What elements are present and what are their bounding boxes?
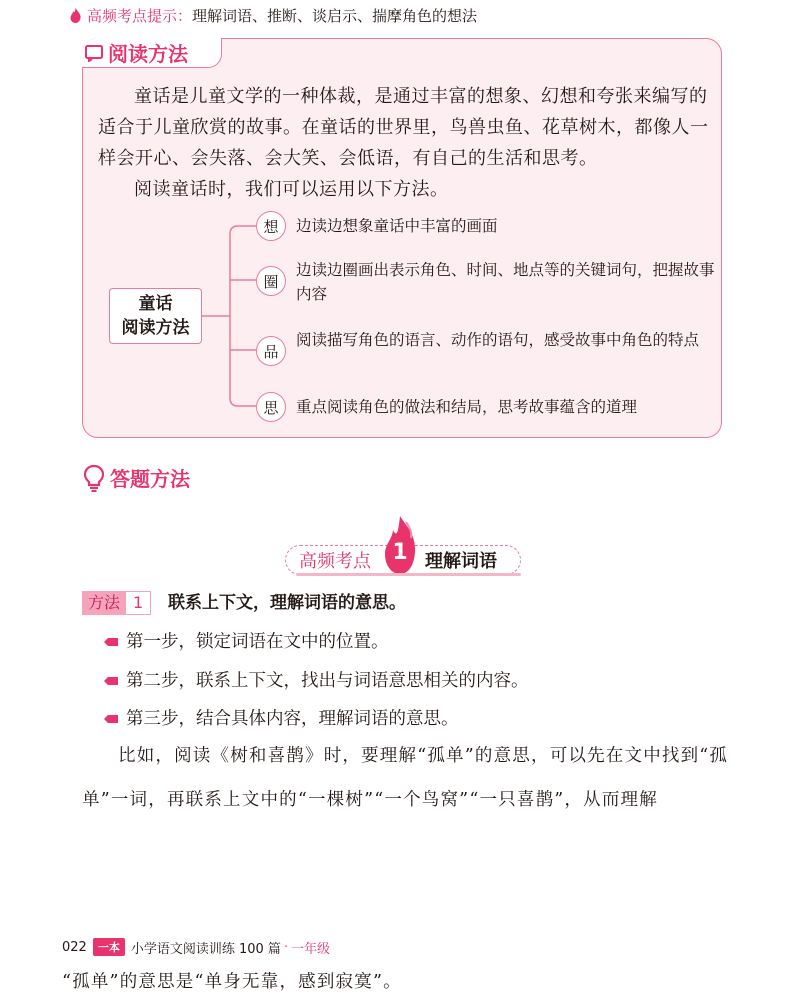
- method-tag: [82, 591, 151, 615]
- answer-method-heading: [82, 463, 190, 492]
- mindmap-center-node: [109, 288, 202, 344]
- method-tag-number: 1: [126, 591, 151, 615]
- example-paragraph: [82, 734, 732, 822]
- branch-text-reflect: 重点阅读角色的做法和结局，思考故事蕴含的道理: [296, 398, 638, 416]
- key-point-label: 高频考点: [299, 551, 371, 572]
- hint-bar: [70, 4, 477, 26]
- step-item: [104, 668, 529, 694]
- step-text-1: 第一步，锁定词语在文中的位置。: [126, 632, 389, 652]
- page-footer: [62, 938, 330, 956]
- answer-method-title: 答题方法: [110, 467, 190, 491]
- key-point-title: 理解词语: [425, 551, 497, 572]
- branch-text-savor: 阅读描写角色的语言、动作的语句，感受故事中角色的特点: [296, 331, 700, 349]
- step-item: [104, 629, 389, 655]
- book-icon: [84, 44, 104, 62]
- branch-node-circle: 圈: [256, 266, 286, 296]
- footer-dot: ·: [283, 939, 289, 955]
- branch-node-reflect: 思: [256, 392, 286, 422]
- center-line1: 童话: [138, 294, 173, 314]
- branch-text-think: 边读边想象童话中丰富的画面: [296, 217, 498, 235]
- key-point-number: 1: [392, 540, 408, 565]
- brand-badge: 一本: [93, 938, 125, 956]
- pencil-bullet-icon: [104, 714, 118, 724]
- hint-label: 高频考点提示：: [87, 6, 193, 25]
- intro-text: 童话是儿童文学的一种体裁，是通过丰富的想象、幻想和夸张来编写的适合于儿童欣赏的故事。在童话的世界里，鸟兽虫鱼、花草树木，都像人一样会开心、会失落、会大笑、会低语，有自己的生活和思考。: [98, 86, 709, 169]
- flame-icon: [70, 8, 81, 23]
- center-line2: 阅读方法: [121, 318, 190, 338]
- branch-text-circle: 边读边圈画出表示角色、时间、地点等的关键词句，把握故事内容: [296, 261, 715, 303]
- branch-node-think: 想: [256, 211, 286, 241]
- continued-text: “孤单”的意思是“单身无靠，感到寂寞”。: [62, 972, 402, 992]
- method-intro-paragraph: [98, 174, 718, 205]
- grade-label: 一年级: [291, 941, 331, 957]
- branch-node-savor: 品: [256, 336, 286, 366]
- pencil-bullet-icon: [104, 637, 118, 647]
- method-intro-text: 阅读童话时，我们可以运用以下方法。: [134, 179, 449, 200]
- lightbulb-icon: [82, 464, 106, 492]
- hint-text: 理解词语、推断、谈启示、揣摩角色的想法: [192, 6, 478, 25]
- method-heading: 联系上下文，理解词语的意思。: [168, 593, 406, 613]
- intro-paragraph: [98, 81, 718, 174]
- step-item: [104, 706, 459, 732]
- key-point-underline: [296, 573, 521, 576]
- step-text-2: 第二步，联系上下文，找出与词语意思相关的内容。: [126, 671, 529, 691]
- method-tag-word: 方法: [82, 591, 126, 615]
- pencil-bullet-icon: [104, 676, 118, 686]
- book-title: 小学语文阅读训练 100 篇: [130, 941, 281, 957]
- step-text-3: 第三步，结合具体内容，理解词语的意思。: [126, 709, 459, 729]
- reading-method-tab: [82, 38, 222, 68]
- page-number: 022: [62, 939, 87, 955]
- reading-method-title: 阅读方法: [108, 42, 188, 66]
- example-text: 比如，阅读《树和喜鹊》时，要理解“孤单”的意思，可以先在文中找到“孤单”一词，再联系上文中的“一棵树”“一个鸟窝”“一只喜鹊”，从而理解: [82, 746, 729, 810]
